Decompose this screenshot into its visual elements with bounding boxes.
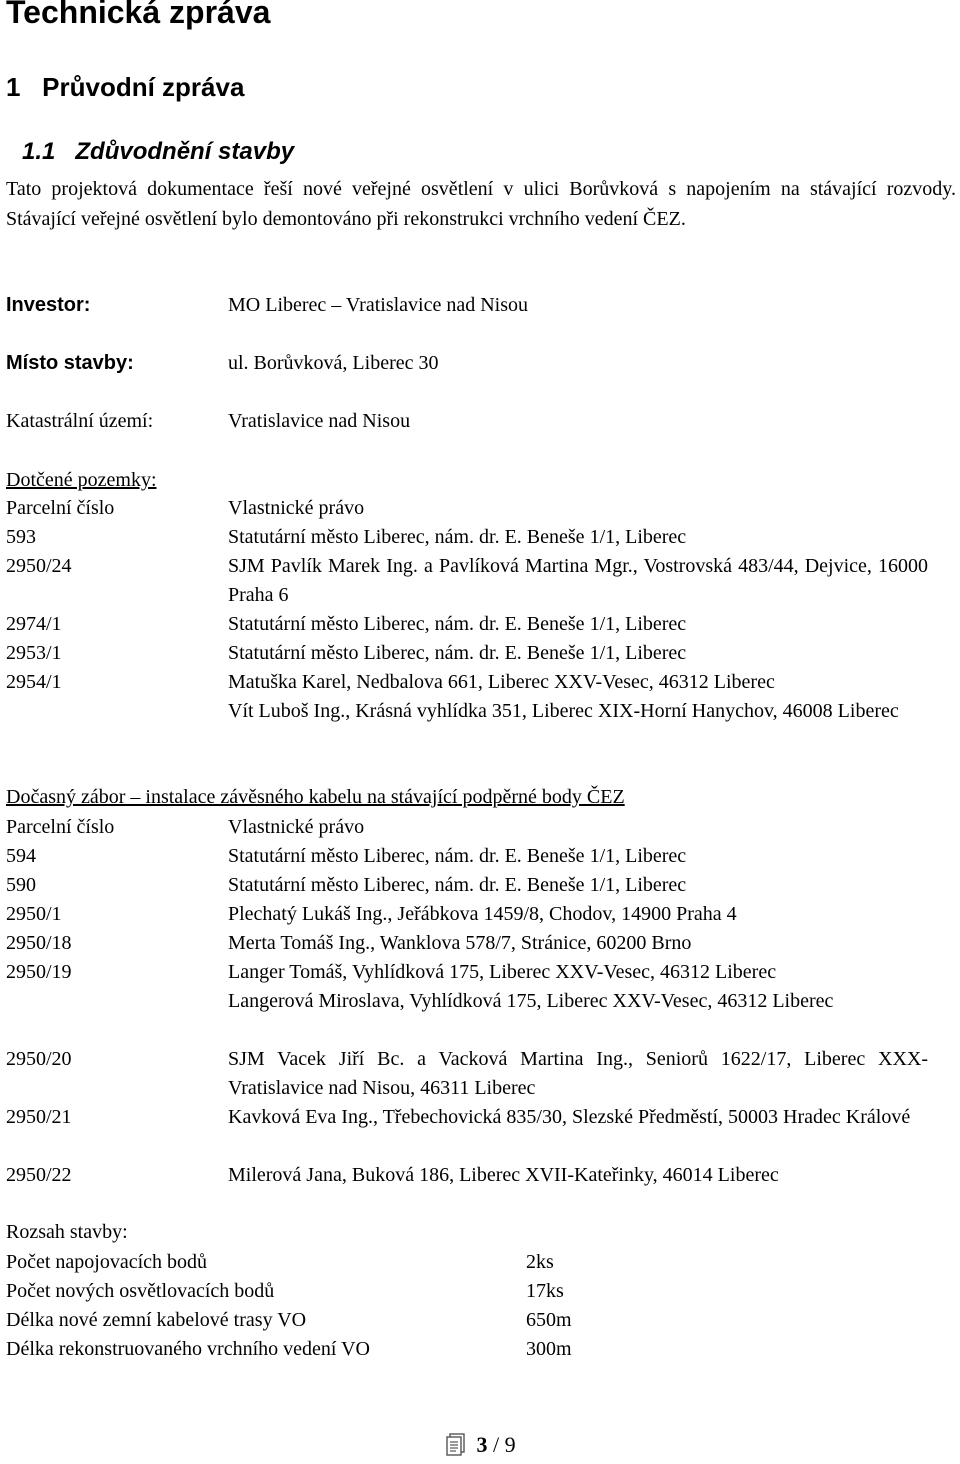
owner-text: Statutární město Liberec, nám. dr. E. Beneše 1/1, Liberec — [228, 613, 687, 635]
current-page: 3 — [476, 1432, 488, 1458]
cadastral-label: Katastrální území: — [6, 410, 154, 432]
parcel-number: 2950/1 — [6, 903, 62, 925]
parcel-number: 590 — [6, 874, 36, 896]
temporary-col-owner: Vlastnické právo — [228, 816, 365, 838]
parcel-number: 2950/20 — [6, 1048, 72, 1070]
section-title: Průvodní zpráva — [42, 72, 245, 102]
parcel-number: 2950/24 — [6, 555, 72, 577]
temporary-heading: Dočasný zábor – instalace závěsného kabelu na stávající podpěrné body ČEZ — [6, 786, 625, 808]
investor-value: MO Liberec – Vratislavice nad Nisou — [228, 294, 529, 316]
investor-label: Investor: — [6, 294, 91, 316]
owner-text: Plechatý Lukáš Ing., Jeřábkova 1459/8, Chodov, 14900 Praha 4 — [228, 903, 737, 925]
owner-text: Langerová Miroslava, Vyhlídková 175, Liberec XXV-Vesec, 46312 Liberec — [228, 990, 834, 1012]
scope-label: Počet nových osvětlovacích bodů — [6, 1280, 275, 1302]
section-number: 1 — [6, 72, 21, 102]
owner-text: Statutární město Liberec, nám. dr. E. Beneše 1/1, Liberec — [228, 845, 687, 867]
total-pages: 9 — [504, 1432, 516, 1458]
parcel-number: 2950/18 — [6, 932, 72, 954]
scope-value: 300m — [526, 1338, 572, 1360]
owner-text: Kavková Eva Ing., Třebechovická 835/30, Slezské Předměstí, 50003 Hradec Králové — [228, 1106, 911, 1128]
owner-text: Milerová Jana, Buková 186, Liberec XVII-Kateřinky, 46014 Liberec — [228, 1164, 779, 1186]
parcel-number: 2954/1 — [6, 671, 62, 693]
affected-col-parcel: Parcelní číslo — [6, 497, 115, 519]
cadastral-value: Vratislavice nad Nisou — [228, 410, 411, 432]
parcel-number: 2950/21 — [6, 1106, 72, 1128]
parcel-number: 2953/1 — [6, 642, 62, 664]
parcel-number: 594 — [6, 845, 36, 867]
site-label: Místo stavby: — [6, 352, 134, 374]
scope-value: 17ks — [526, 1280, 564, 1302]
parcel-number: 2950/22 — [6, 1164, 72, 1186]
scope-value: 650m — [526, 1309, 572, 1331]
page-counter — [0, 1432, 960, 1462]
owner-text: Vít Luboš Ing., Krásná vyhlídka 351, Liberec XIX-Horní Hanychov, 46008 Liberec — [228, 700, 899, 722]
parcel-number: 2974/1 — [6, 613, 62, 635]
owner-text: SJM Vacek Jiří Bc. a Vacková Martina Ing., Seniorů 1622/17, Liberec XXX-Vratislavice nad Nisou, 46311 Liberec — [228, 1048, 928, 1099]
scope-heading: Rozsah stavby: — [6, 1221, 128, 1243]
subsection-number: 1.1 — [22, 138, 56, 165]
parcel-number: 593 — [6, 526, 36, 548]
temporary-col-parcel: Parcelní číslo — [6, 816, 115, 838]
owner-text: Matuška Karel, Nedbalova 661, Liberec XXV-Vesec, 46312 Liberec — [228, 671, 775, 693]
affected-heading: Dotčené pozemky: — [6, 469, 157, 491]
owner-text: Statutární město Liberec, nám. dr. E. Beneše 1/1, Liberec — [228, 642, 687, 664]
owner-text: Merta Tomáš Ing., Wanklova 578/7, Stránice, 60200 Brno — [228, 932, 692, 954]
scope-value: 2ks — [526, 1251, 554, 1273]
intro-paragraph: Tato projektová dokumentace řeší nové veřejné osvětlení v ulici Borůvková s napojením na stávající rozvody. Stávající veřejné osvětlení bylo demontováno při rekonstrukci vrchního vedení ČEZ. — [6, 178, 956, 230]
affected-col-owner: Vlastnické právo — [228, 497, 365, 519]
scope-label: Délka rekonstruovaného vrchního vedení VO — [6, 1338, 370, 1360]
scope-label: Délka nové zemní kabelové trasy VO — [6, 1309, 307, 1331]
owner-text: Langer Tomáš, Vyhlídková 175, Liberec XXV-Vesec, 46312 Liberec — [228, 961, 777, 983]
parcel-number: 2950/19 — [6, 961, 72, 983]
subsection-heading — [22, 138, 294, 166]
owner-text: SJM Pavlík Marek Ing. a Pavlíková Martina Mgr., Vostrovská 483/44, Dejvice, 16000 Praha 6 — [228, 555, 928, 606]
document-title: Technická zpráva — [6, 0, 271, 30]
site-value: ul. Borůvková, Liberec 30 — [228, 352, 439, 374]
owner-text: Statutární město Liberec, nám. dr. E. Beneše 1/1, Liberec — [228, 874, 687, 896]
owner-text: Statutární město Liberec, nám. dr. E. Beneše 1/1, Liberec — [228, 526, 687, 548]
scope-label: Počet napojovacích bodů — [6, 1251, 208, 1273]
subsection-title: Zdůvodnění stavby — [75, 138, 295, 165]
page-separator: / — [492, 1432, 500, 1458]
document-pages-icon — [444, 1432, 468, 1462]
section-heading — [6, 72, 244, 103]
